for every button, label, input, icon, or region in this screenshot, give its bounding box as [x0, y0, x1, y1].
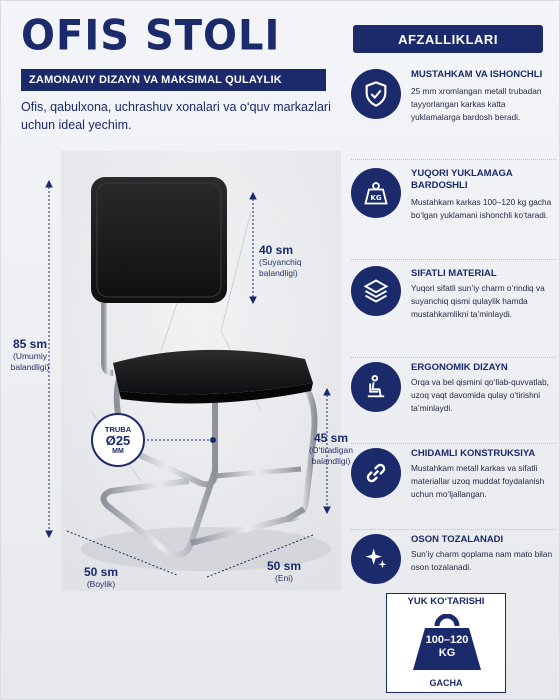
load-unit: KG — [438, 647, 456, 659]
advantage-text: Sun’iy charm qoplama nam mato bilan oson tozalanadi. — [411, 549, 553, 572]
advantage-title: CHIDAMLI KONSTRUKSIYA — [411, 448, 536, 459]
advantage-text: Orqa va bel qismini qo‘llab-quvvatlab, uzoq vaqt davomida qulay o‘tirishni ta’minlaydi. — [411, 377, 549, 413]
dim-backrest-caption: (Suyanchiq balandligi) — [259, 257, 302, 278]
dim-total-height — [7, 337, 53, 373]
seated-person-icon — [351, 362, 401, 412]
advantage-title: MUSTAHKAM VA ISHONCHLI — [411, 69, 543, 80]
shield-check-icon — [351, 69, 401, 119]
advantage-item — [351, 65, 556, 160]
load-bottom-label: GACHA — [429, 678, 463, 688]
kg-weight-icon — [351, 168, 401, 218]
dim-total-height-value: 85 sm — [12, 337, 48, 351]
advantage-item — [351, 530, 556, 600]
advantage-text: Mustahkam metall karkas va sifatli materiallar uzoq muddat foydalanish uchun mo‘ljallangan. — [411, 463, 545, 499]
advantage-text: 25 mm xromlangan metall trubadan tayyorlangan karkas katta yuklamalarga bardosh beradi. — [411, 86, 542, 122]
subtitle-banner: ZAMONAVIY DIZAYN VA MAKSIMAL QULAYLIK — [21, 69, 326, 91]
backrest — [91, 177, 227, 303]
advantages-header: AFZALLIKLARI — [353, 25, 543, 53]
dim-total-height-caption: (Umumiy balandligi) — [10, 351, 50, 372]
intro-text: Ofis, qabulxona, uchrashuv xonalari va o‘quv markazlari uchun ideal yechim. — [21, 100, 331, 132]
advantage-title: OSON TOZALANADI — [411, 534, 504, 545]
advantage-item — [351, 160, 556, 260]
dim-seat-value: 45 sm — [313, 431, 349, 445]
advantage-item — [351, 444, 556, 530]
dim-backrest — [259, 243, 325, 279]
dim-width-value: 50 sm — [266, 559, 302, 573]
chair-scene — [1, 151, 353, 621]
advantage-title: YUQORI YUKLAMAGA BARDOSHLI — [411, 168, 513, 191]
tube-size: Ø25 — [105, 432, 131, 448]
tube-unit: MM — [112, 447, 124, 455]
load-value: 100–120 — [425, 634, 469, 646]
svg-text:KG: KG — [370, 194, 382, 202]
advantage-item — [351, 358, 556, 444]
advantages-list — [351, 65, 556, 600]
advantage-item — [351, 260, 556, 358]
layers-icon — [351, 266, 401, 316]
dim-seat-caption: (O‘tiradigan balandligi) — [309, 445, 353, 466]
chain-link-icon — [351, 448, 401, 498]
dim-depth-value: 50 sm — [83, 565, 119, 579]
load-title: YUK KO‘TARISHI — [407, 596, 485, 607]
tube-diameter-badge — [91, 413, 145, 467]
dim-depth — [71, 565, 131, 590]
dim-depth-caption: (Boylik) — [86, 579, 116, 589]
advantage-text: Yuqori sifatli sun’iy charm o‘rindiq va suyanchiq qismi qulaylik hamda mustahkamlikni ta’minlaydi. — [411, 283, 545, 319]
advantage-text: Mustahkam karkas 100–120 kg gacha bo‘lgan yuklamani ishonchli ko‘taradi. — [411, 197, 552, 220]
sparkles-icon — [351, 534, 401, 584]
chair-illustration — [1, 151, 346, 621]
load-value-group — [411, 634, 483, 660]
tube-label: TRUBA — [104, 424, 132, 434]
advantage-title: ERGONOMIK DIZAYN — [411, 362, 508, 373]
dim-backrest-value: 40 sm — [259, 243, 294, 257]
dim-width-caption: (Eni) — [275, 573, 293, 583]
load-capacity-box — [386, 593, 506, 693]
page-title: OFIS STOLI — [21, 11, 281, 61]
advantage-title: SIFATLI MATERIAL — [411, 268, 497, 279]
dim-width — [259, 559, 309, 584]
